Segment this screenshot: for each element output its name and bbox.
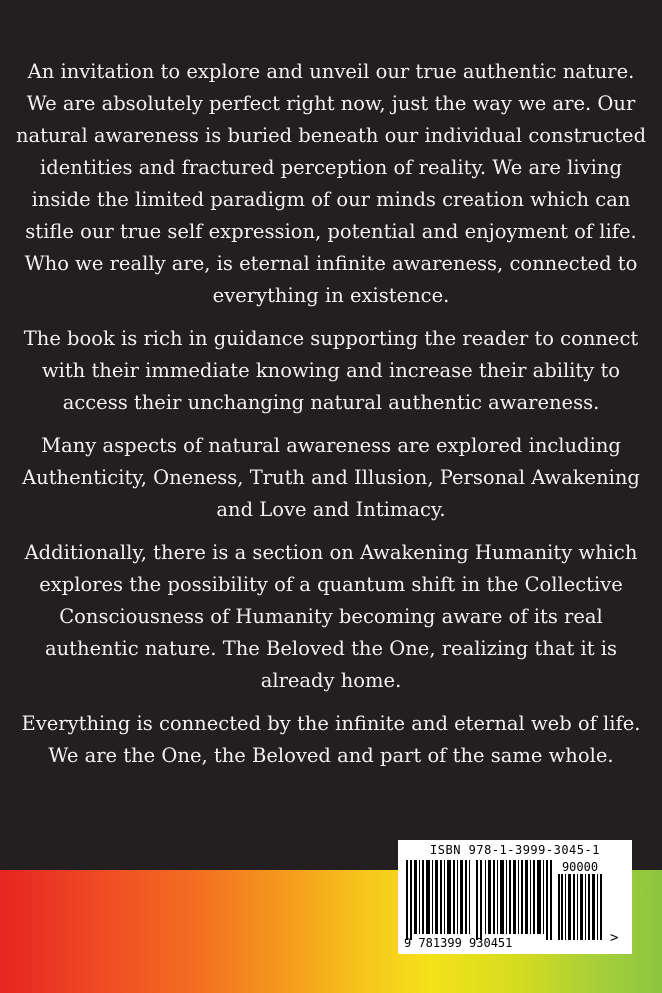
- blurb-paragraph-5: Everything is connected by the infinite and eternal web of life. We are the One, the Beloved and part of the same whole.: [21, 712, 641, 767]
- barcode-bars: [406, 860, 554, 940]
- isbn-barcode: [398, 840, 632, 954]
- blurb-paragraph-1: An invitation to explore and unveil our true authentic nature. We are absolutely perfect right now, just the way we are. Our natural awareness is buried beneath our individual constructed identities and fractured perception of reality. We are living inside the limited paradigm of our minds creation which can stifle our true self expression, potential and enjoyment of life. Who we really are, is eternal infinite awareness, connected to everything in existence.: [15, 60, 647, 307]
- quiet-zone-marker: >: [610, 930, 619, 946]
- price-addon-number: 90000: [561, 860, 599, 874]
- addon-barcode-bars: [558, 874, 602, 940]
- barcode-digits: 9 781399 930451: [404, 936, 513, 950]
- isbn-label: ISBN 978-1-3999-3045-1: [430, 843, 600, 857]
- blurb-paragraph-4: Additionally, there is a section on Awakening Humanity which explores the possibility of a quantum shift in the Collective Consciousness of Humanity becoming aware of its real authentic nature. The Beloved the One, realizing that it is already home.: [24, 541, 638, 692]
- blurb-paragraph-2: The book is rich in guidance supporting the reader to connect with their immediate knowing and increase their ability to access their unchanging natural authentic awareness.: [23, 327, 639, 414]
- blurb-paragraph-3: Many aspects of natural awareness are explored including Authenticity, Oneness, Truth and Illusion, Personal Awakening and Love and Intimacy.: [22, 434, 640, 521]
- blurb-text: [14, 56, 648, 783]
